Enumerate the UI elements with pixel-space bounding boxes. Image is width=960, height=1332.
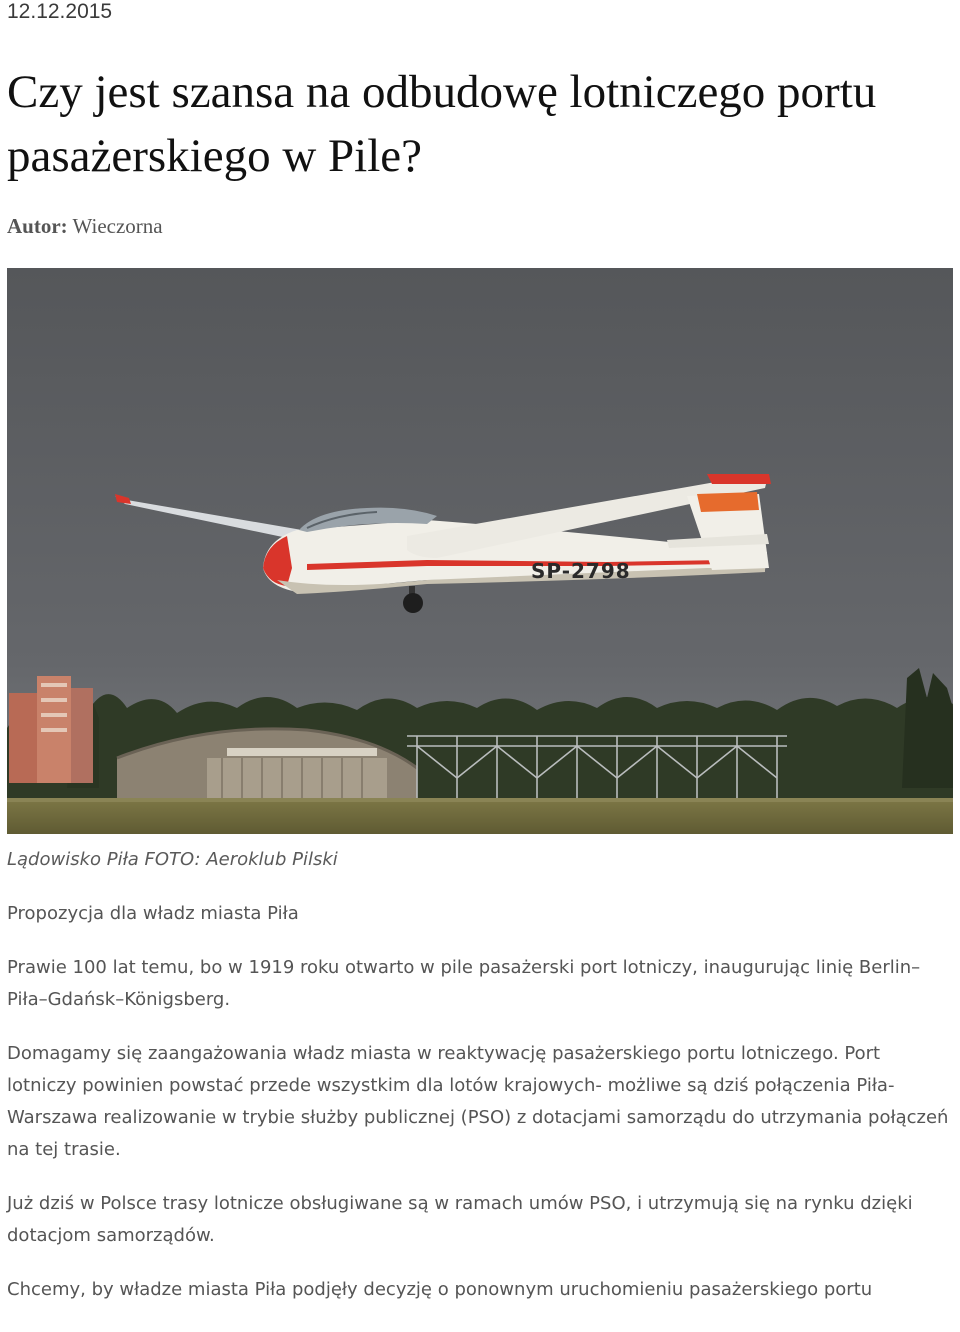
article-date: 12.12.2015 [7, 0, 113, 23]
article-title: Czy jest szansa na odbudowę lotniczego portu pasażerskiego w Pile? [7, 66, 877, 182]
grass-field [7, 800, 953, 834]
article-author [7, 212, 953, 240]
paragraph: Domagamy się zaangażowania władz miasta w reaktywację pasażerskiego portu lotniczego. Port lotniczy powinien powstać przede wszystkim dla lotów krajowych- możliwe są dziś połączenia Piła- Warszawa realizowanie w trybie służby publicznej (PSO) z dotacjami samorządu do utrzymania połączeń na tej trasie. [7, 1043, 949, 1160]
paragraph: Prawie 100 lat temu, bo w 1919 roku otwarto w pile pasażerski port lotniczy, inaugurując linię Berlin–Piła–Gdańsk–Königsberg. [7, 957, 921, 1010]
author-name: Wieczorna [72, 214, 163, 238]
tail-registration: SP-2798 [531, 559, 631, 583]
article-photo [7, 268, 953, 834]
paragraph: Już dziś w Polsce trasy lotnicze obsługiwane są w ramach umów PSO, i utrzymują się na rynku dzięki dotacjom samorządów. [7, 1193, 913, 1246]
article [7, 0, 953, 1306]
paragraph: Chcemy, by władze miasta Piła podjęły decyzję o ponownym uruchomieniu pasażerskiego portu [7, 1279, 873, 1300]
photo-caption: Lądowisko Piła FOTO: Aeroklub Pilski [7, 849, 338, 870]
author-label: Autor: [7, 214, 68, 238]
paragraph: Propozycja dla władz miasta Piła [7, 903, 299, 924]
